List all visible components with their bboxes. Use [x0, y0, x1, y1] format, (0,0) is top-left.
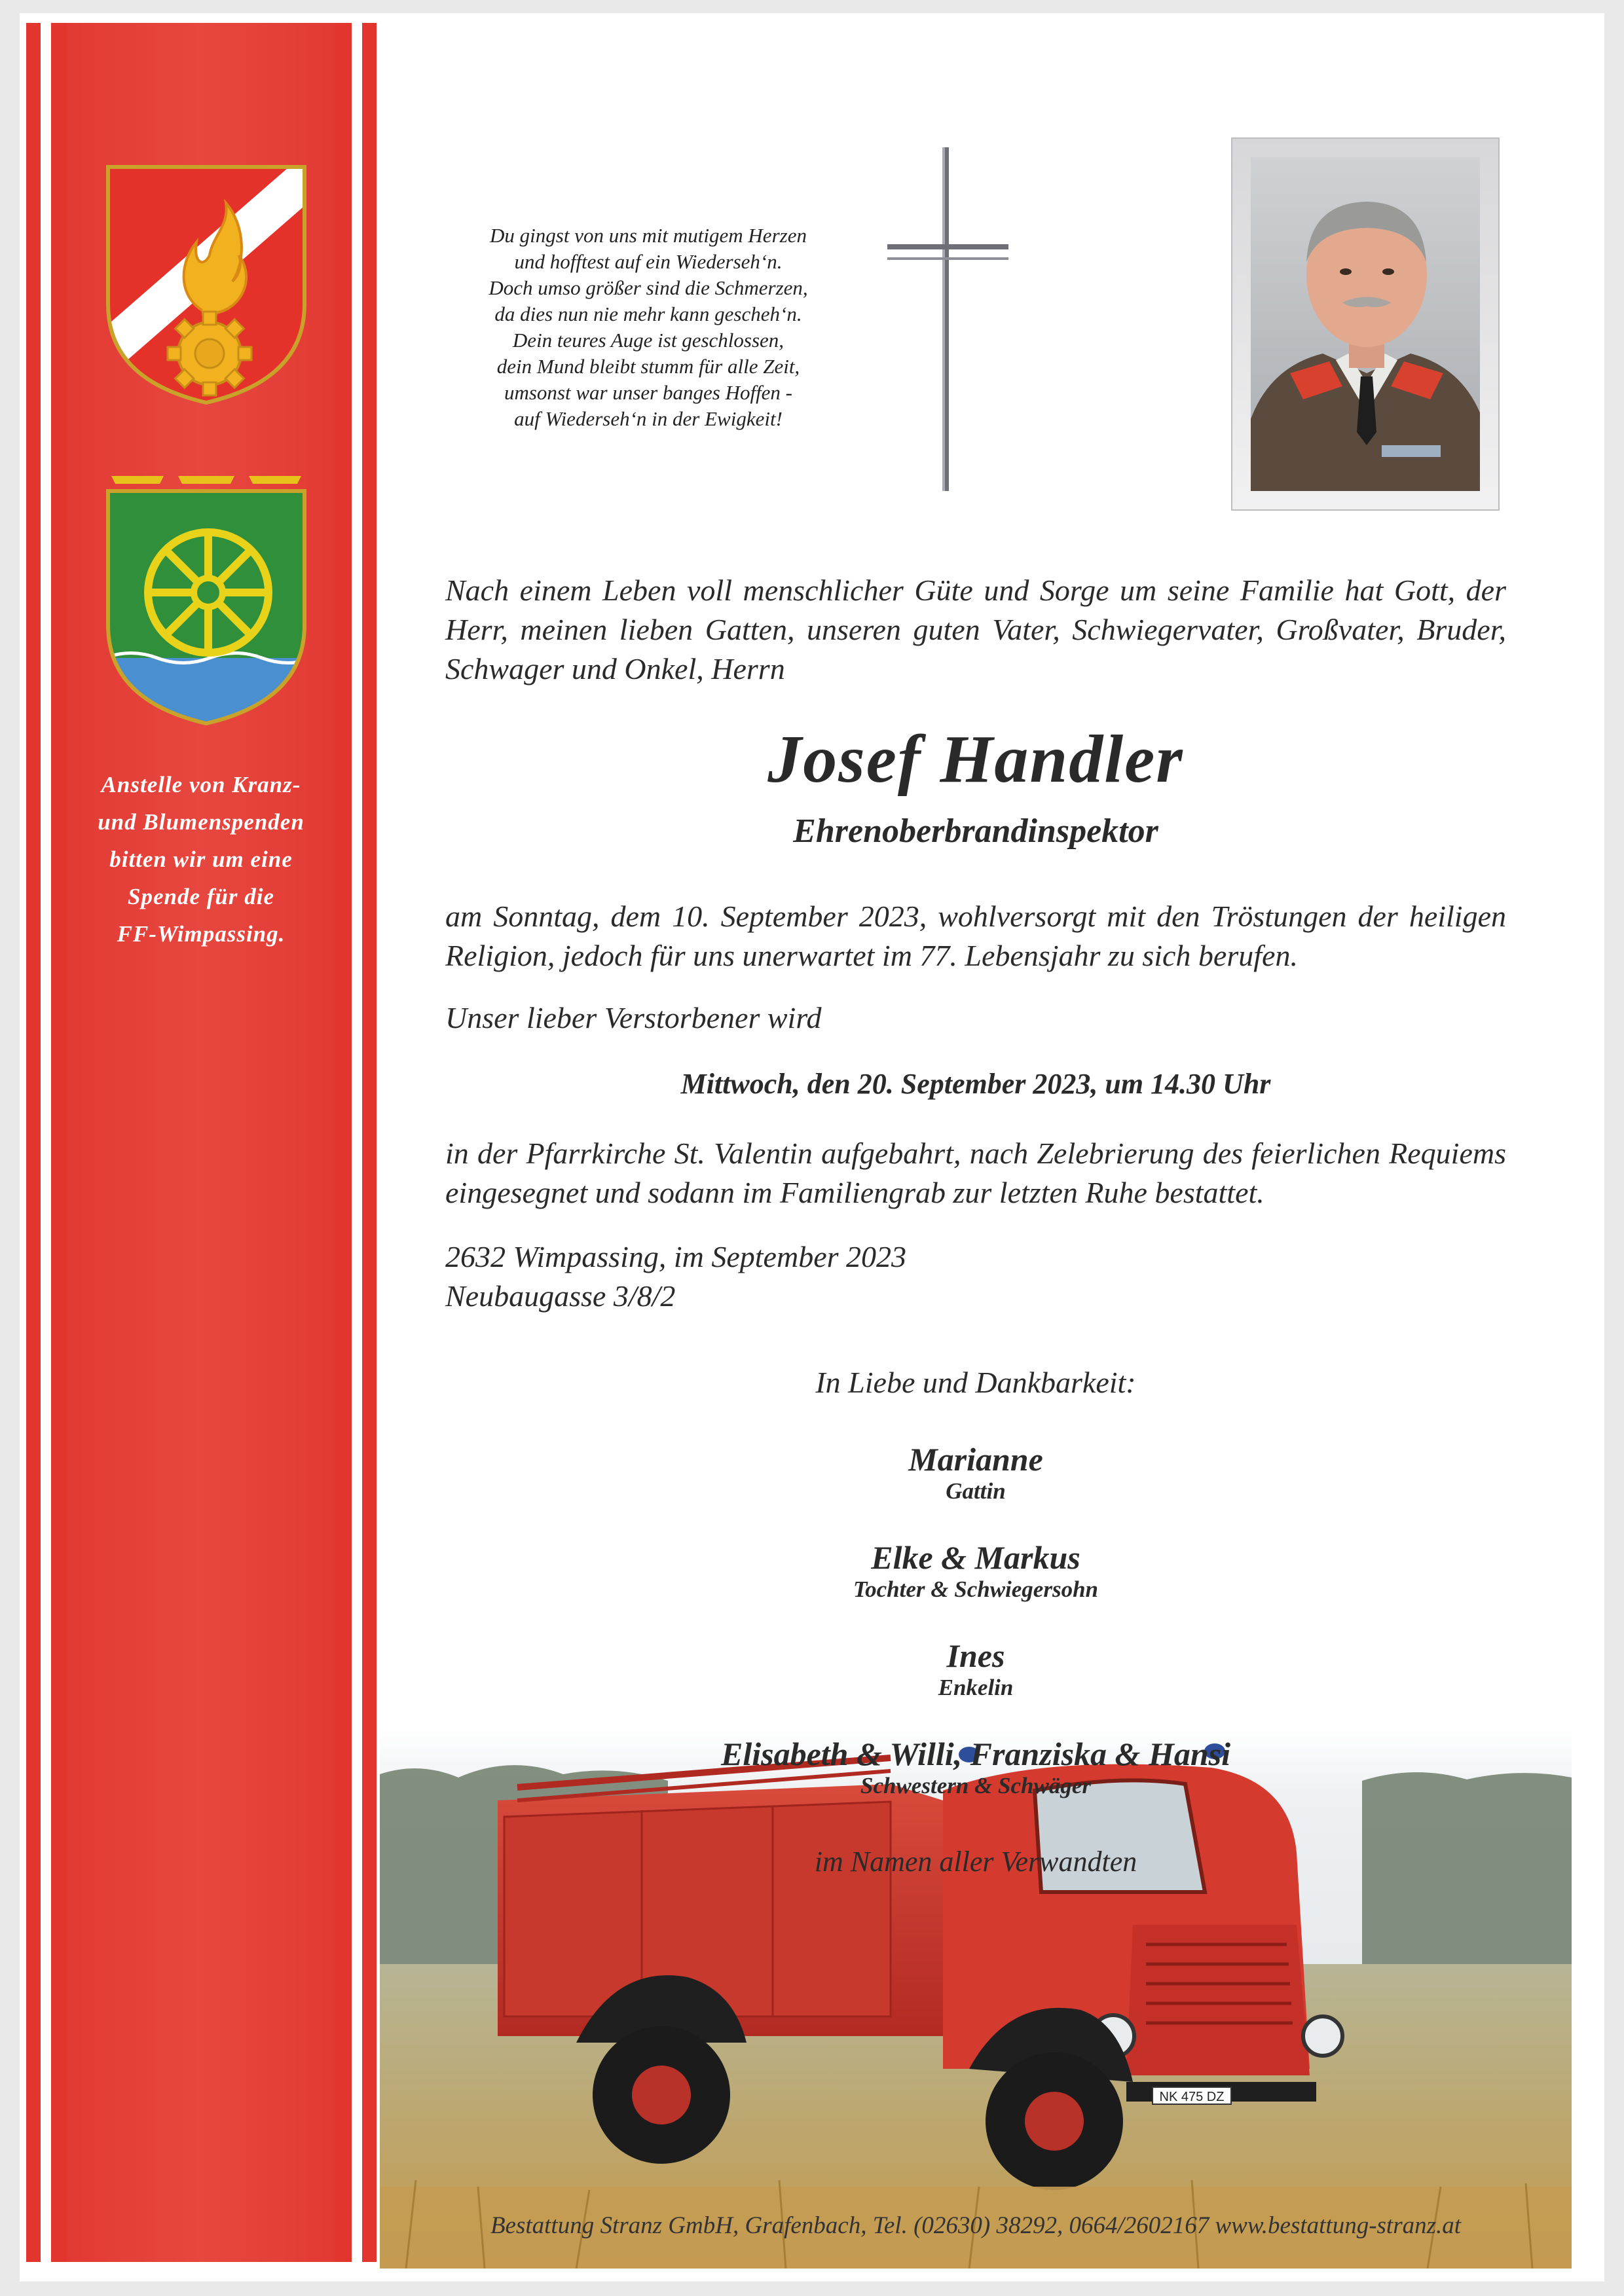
cross-icon	[887, 147, 1008, 491]
place-date: 2632 Wimpassing, im September 2023	[445, 1240, 907, 1273]
portrait-figure	[1251, 157, 1480, 491]
relatives-line: im Namen aller Verwandten	[814, 1846, 1137, 1878]
portrait-photo	[1251, 157, 1480, 491]
family-member-name: Marianne	[908, 1441, 1043, 1478]
license-plate: NK 475 DZ	[1159, 2090, 1225, 2104]
funeral-intro: Unser lieber Verstorbener wird	[445, 1001, 822, 1034]
family-member-name: Elisabeth & Willi, Franziska & Hansi	[720, 1736, 1230, 1772]
sash-stripe-left	[41, 23, 51, 2262]
deceased-title: Ehrenoberbrandinspektor	[793, 812, 1158, 850]
family-member-name: Ines	[946, 1637, 1005, 1674]
family-member	[445, 1735, 1506, 1799]
family-member-role: Gattin	[946, 1478, 1006, 1504]
donation-note: Anstelle von Kranz- und Blumenspenden bitten wir um eine Spende für die FF-Wimpassing.	[98, 772, 304, 947]
municipality-crest-icon	[105, 468, 308, 727]
fire-brigade-crest-icon	[105, 164, 308, 406]
funeral-text: in der Pfarrkirche St. Valentin aufgebahrt, nach Zelebrierung des feierlichen Requiems eingesegnet und sodann im Familiengrab zur letzten Ruhe bestattet.	[445, 1137, 1506, 1209]
family-member-name: Elke & Markus	[871, 1539, 1080, 1576]
death-text: am Sonntag, dem 10. September 2023, wohlversorgt mit den Tröstungen der heiligen Religion, jedoch für uns unerwartet im 77. Lebensjahr zu sich berufen.	[445, 900, 1506, 972]
family-member	[445, 1440, 1506, 1504]
intro-text: Nach einem Leben voll menschlicher Güte und Sorge um seine Familie hat Gott, der Herr, meinen lieben Gatten, unseren guten Vater, Schwiegervater, Großvater, Bruder, Schwager und Onkel, Herrn	[445, 574, 1506, 685]
closing-line: In Liebe und Dankbarkeit:	[815, 1366, 1136, 1399]
family-member-role: Schwestern & Schwäger	[860, 1773, 1091, 1798]
fire-truck-photo	[380, 1728, 1572, 2269]
address: Neubaugasse 3/8/2	[445, 1279, 676, 1313]
sash-stripe-right	[352, 23, 362, 2262]
deceased-name: Josef Handler	[767, 721, 1184, 797]
portrait-frame	[1231, 137, 1500, 511]
funeral-date: Mittwoch, den 20. September 2023, um 14.30 Uhr	[680, 1068, 1271, 1100]
family-member-role: Tochter & Schwiegersohn	[853, 1576, 1099, 1602]
family-member-role: Enkelin	[938, 1675, 1014, 1700]
red-sash	[26, 23, 377, 2262]
family-member	[445, 1539, 1506, 1603]
family-member	[445, 1637, 1506, 1701]
footer-funeral-home: Bestattung Stranz GmbH, Grafenbach, Tel. (02630) 38292, 0664/2602167 www.bestattung-stranz.at	[490, 2212, 1462, 2239]
poem: Du gingst von uns mit mutigem Herzen und hofftest auf ein Wiederseh‘n. Doch umso größer sind die Schmerzen, da dies nun nie mehr kann gescheh‘n. Dein teures Auge ist geschlossen, dein Mund bleibt stumm für alle Zeit, umsonst war unser banges Hoffen - auf Wiederseh‘n in der Ewigkeit!	[489, 224, 808, 430]
